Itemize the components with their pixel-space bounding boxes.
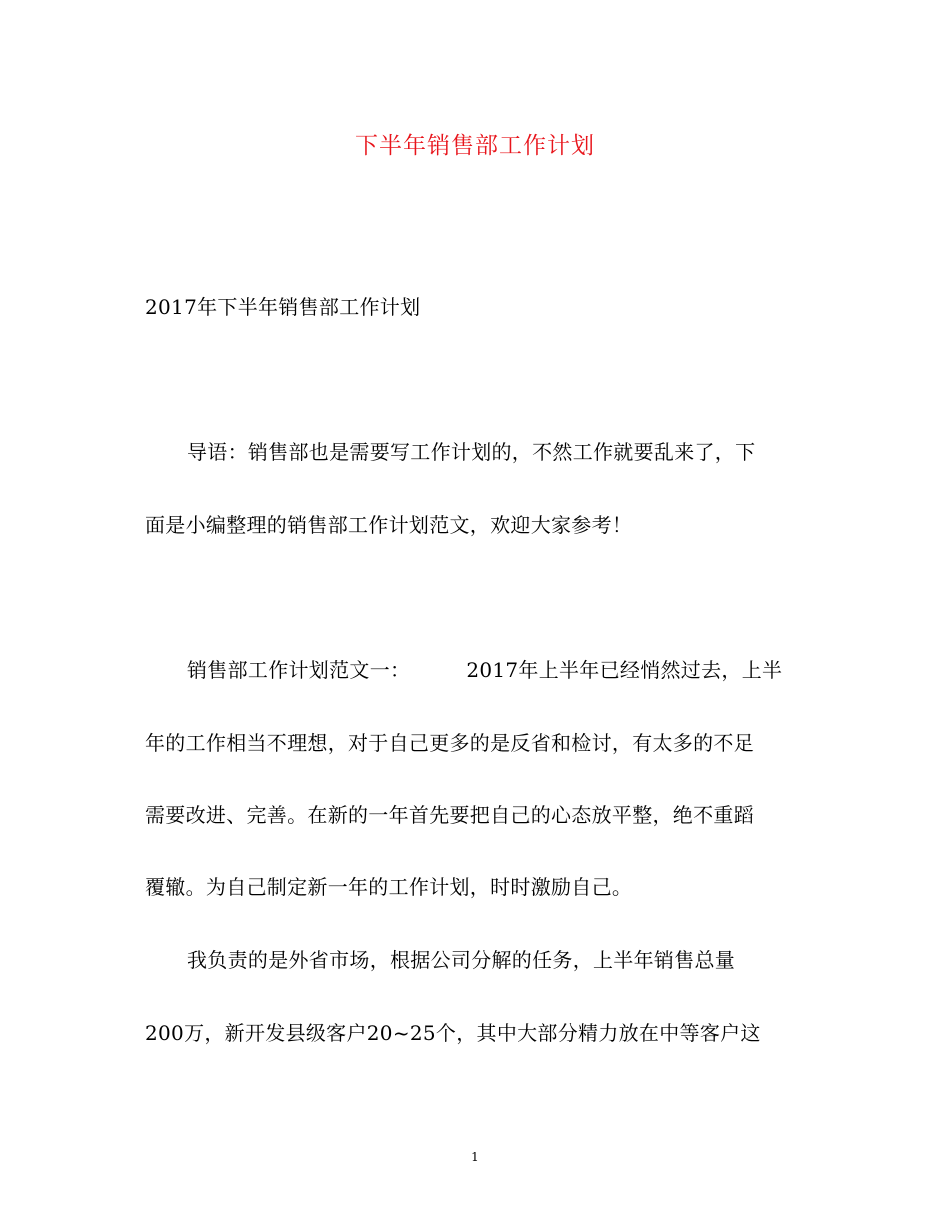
section-label: 销售部工作计划范文一： [187,658,411,682]
para2-line-1: 我负责的是外省市场，根据公司分解的任务，上半年销售总量 [187,948,736,972]
section-first-text: 2017年上半年已经悄然过去，上半 [466,658,783,682]
body-line-2: 需要改进、完善。在新的一年首先要把自己的心态放平整，绝不重蹈 [145,803,754,827]
body-line-3: 覆辙。为自己制定新一年的工作计划，时时激励自己。 [145,875,633,899]
intro-line-1: 导语：销售部也是需要写工作计划的，不然工作就要乱来了，下 [187,440,756,464]
section-heading-line [187,655,805,685]
page-number: 1 [471,1150,479,1164]
para2-line-2: 200万，新开发县级客户20~25个，其中大部分精力放在中等客户这 [145,1021,761,1045]
document-subtitle: 2017年下半年销售部工作计划 [145,295,421,319]
document-title: 下半年销售部工作计划 [355,133,595,159]
intro-line-2: 面是小编整理的销售部工作计划范文，欢迎大家参考！ [145,513,633,537]
body-line-1: 年的工作相当不理想，对于自己更多的是反省和检讨，有太多的不足 [145,731,754,755]
